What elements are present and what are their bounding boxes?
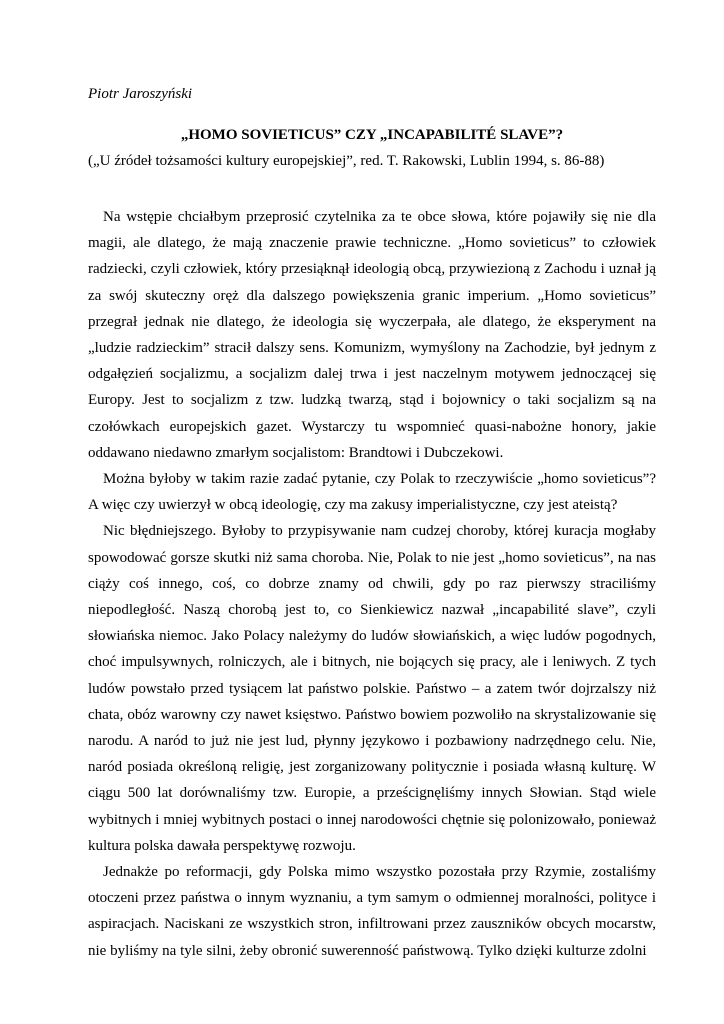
paragraph: Można byłoby w takim razie zadać pytanie, czy Polak to rzeczywiście „homo sovieticus”? A więc czy uwierzył w obcą ideologię, czy ma zakusy imperialistyczne, czy jest ateistą? (88, 471, 656, 514)
author-name: Piotr Jaroszyński (88, 86, 193, 102)
document-page (88, 84, 656, 964)
paragraph: Na wstępie chciałbym przeprosić czytelnika za te obce słowa, które pojawiły się nie dla magii, ale dlatego, że mają znaczenie prawie techniczne. „Homo sovieticus” to człowiek radziecki, czyli człowiek, który przesiąknął ideologią obcą, przywiezioną z Zachodu i uznał ją za swój skuteczny oręż dla dalszego powiększenia granic imperium. „Homo sovieticus” przegrał jednak nie dlatego, że ideologia się wyczerpała, ale dlatego, że eksperyment na „ludzie radzieckim” stracił dalszy sens. Komunizm, wymyślony na Zachodzie, był jednym z odgałęzień socjalizmu, a socjalizm dalej trwa i jest naczelnym motywem jednoczącej się Europy. Jest to socjalizm z tzw. ludzką twarzą, stąd i bojownicy o taki socjalizm są na czołówkach europejskich gazet. Wystarczy tu wspomnieć quasi-nabożne honory, jakie oddawano niedawno zmarłym socjalistom: Brandtowi i Dubczekowi. (88, 209, 656, 461)
source-citation: („U źródeł tożsamości kultury europejskiej”, red. T. Rakowski, Lublin 1994, s. 86-88) (88, 153, 605, 169)
paragraph: Nic błędniejszego. Byłoby to przypisywanie nam cudzej choroby, której kuracja mogłaby spowodować gorsze skutki niż sama choroba. Nie, Polak to nie jest „homo sovieticus”, na nas ciąży coś innego, coś, co dobrze znamy od chwili, gdy po raz pierwszy straciliśmy niepodległość. Naszą chorobą jest to, co Sienkiewicz nazwał „incapabilité slave”, czyli słowiańska niemoc. Jako Polacy należymy do ludów słowiańskich, a więc ludów pogodnych, choć impulsywnych, rolniczych, ale i bitnych, nie bojących się pracy, ale i leniwych. Z tych ludów powstało przed tysiącem lat państwo polskie. Państwo – a zatem twór dojrzalszy niż chata, obóz warowny czy nawet księstwo. Państwo bowiem pozwoliło na skrystalizowanie się narodu. A naród to już nie jest lud, płynny językowo i pozbawiony nadrzędnego celu. Nie, naród posiada określoną religię, jest zorganizowany politycznie i posiada własną kulturę. W ciągu 500 lat dorównaliśmy tzw. Europie, a prześcignęliśmy innych Słowian. Stąd wiele wybitnych i mniej wybitnych postaci o innej narodowości chętnie się polonizowało, ponieważ kultura polska dawała perspektywę rozwoju. (88, 523, 656, 854)
article-title: „HOMO SOVIETICUS” CZY „INCAPABILITÉ SLAVE”? (180, 127, 564, 143)
paragraph: Jednakże po reformacji, gdy Polska mimo wszystko pozostała przy Rzymie, zostaliśmy otoczeni przez państwa o innym wyznaniu, a tym samym o odmiennej moralności, polityce i aspiracjach. Naciskani ze wszystkich stron, infiltrowani przez zauszników obcych mocarstw, nie byliśmy na tyle silni, żeby obronić suwerenność państwową. Tylko dzięki kulturze zdolni (88, 864, 656, 959)
